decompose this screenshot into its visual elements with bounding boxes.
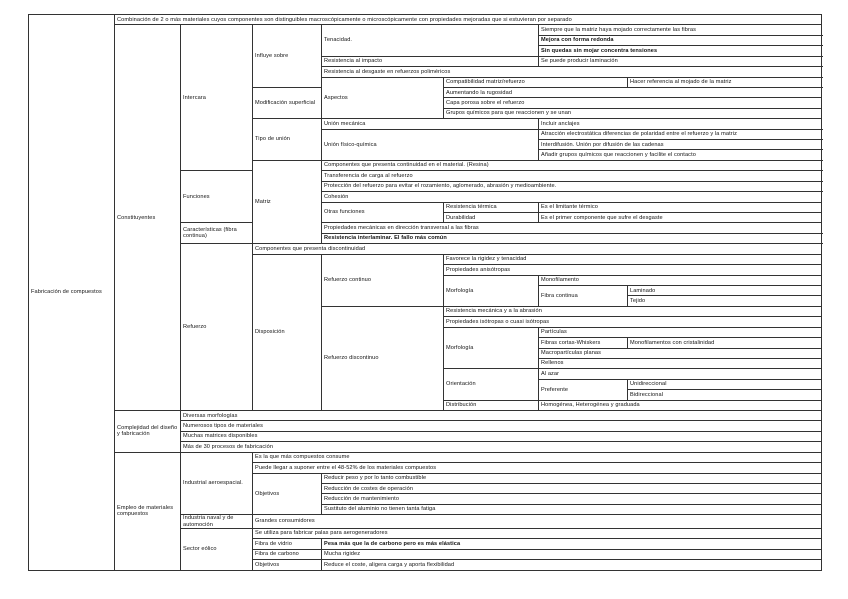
preferente-item: Bidireccional bbox=[628, 390, 822, 400]
tenacidad-item: Mejora con forma redonda bbox=[539, 35, 822, 45]
eolico-intro: Se utiliza para fabricar palas para aerogeneradores bbox=[253, 528, 822, 538]
aeroespacial-item: Es la que más compuestos consume bbox=[253, 452, 822, 462]
objetivos-label: Objetivos bbox=[253, 473, 322, 515]
resistencia-impacto-value: Se puede producir laminación bbox=[539, 56, 822, 66]
fibra-continua-label: Fibra continua bbox=[539, 285, 628, 306]
particulas: Partículas bbox=[539, 327, 822, 337]
intercara-label: Intercara bbox=[181, 25, 253, 171]
tipo-union-label: Tipo de unión bbox=[253, 119, 322, 161]
funcion-item: Transferencia de carga al refuerzo bbox=[322, 171, 822, 181]
otras-funciones-name: Resistencia térmica bbox=[444, 202, 539, 212]
union-fq-item: Interdifusión. Unión por difusión de las cadenas bbox=[539, 140, 822, 150]
whiskers-label: Fibras cortas-Whiskers bbox=[539, 338, 628, 348]
complejidad-label: Complejidad del diseño y fabricación bbox=[115, 411, 181, 453]
modificacion-item: Aumentando la rugosidad bbox=[444, 87, 822, 97]
otras-funciones-name: Durabilidad bbox=[444, 213, 539, 223]
union-fq-item: Atracción electrostática diferencias de polaridad entre el refuerzo y la matriz bbox=[539, 129, 822, 139]
eolico-row-name: Fibra de carbono bbox=[253, 549, 322, 559]
definition: Combinación de 2 o más materiales cuyos componentes son distinguibles macroscópicamente o microscópicamente con propiedades mejoradas que si estuvieran por separado bbox=[115, 15, 822, 25]
otras-funciones-label: Otras funciones bbox=[322, 202, 444, 223]
refuerzo-label: Refuerzo bbox=[181, 244, 253, 411]
tenacidad-item: Siempre que la matriz haya mojado correctamente las fibras bbox=[539, 25, 822, 35]
empleo-label: Empleo de materiales compuestos bbox=[115, 452, 181, 570]
aspectos-label: Aspectos bbox=[322, 77, 444, 119]
morfologia-continuo-label: Morfología bbox=[444, 275, 539, 306]
objetivo-item: Reducción de mantenimiento bbox=[322, 494, 822, 504]
naval-value: Grandes consumidores bbox=[253, 515, 822, 529]
aeroespacial-label: Industrial aeroespacial. bbox=[181, 452, 253, 515]
compatibilidad-label: Compatibilidad matriz/refuerzo bbox=[444, 77, 628, 87]
union-mecanica-value: Incluir anclajes bbox=[539, 119, 822, 129]
preferente-label: Preferente bbox=[539, 379, 628, 400]
modificacion-item: Capa porosa sobre el refuerzo bbox=[444, 98, 822, 108]
objetivo-item: Reducción de costes de operación bbox=[322, 483, 822, 493]
complejidad-item: Más de 30 procesos de fabricación bbox=[181, 442, 822, 452]
funciones-label: Funciones bbox=[181, 171, 253, 223]
fibra-continua-item: Laminado bbox=[628, 285, 822, 295]
matriz-componentes: Componentes que presenta continuidad en el material. (Resina) bbox=[322, 160, 822, 170]
refuerzo-discontinuo-label: Refuerzo discontinuo bbox=[322, 306, 444, 410]
tenacidad-item: Sin quedas sin mojar concentra tensiones bbox=[539, 46, 822, 56]
caracteristicas-label: Características (fibra continua) bbox=[181, 223, 253, 244]
objetivo-item: Reducir peso y por lo tanto combustible bbox=[322, 473, 822, 483]
matriz-label: Matriz bbox=[253, 160, 322, 243]
continuo-item: Propiedades anisótropas bbox=[444, 265, 822, 275]
distribucion-label: Distribución bbox=[444, 400, 539, 410]
funcion-item: Cohesión bbox=[322, 192, 822, 202]
whiskers-value: Monofilamentos con cristalinidad bbox=[628, 338, 822, 348]
complejidad-item: Muchas matrices disponibles bbox=[181, 431, 822, 441]
orientacion-label: Orientación bbox=[444, 369, 539, 400]
continuo-item: Favorece la rigidez y tenacidad bbox=[444, 254, 822, 264]
distribucion-value: Homogénea, Heterogénea y graduada bbox=[539, 400, 822, 410]
discontinuo-item: Resistencia mecánica y a la abrasión bbox=[444, 306, 822, 316]
complejidad-item: Diversas morfologías bbox=[181, 411, 822, 421]
aeroespacial-item: Puede llegar a suponer entre el 48-52% de los materiales compuestos bbox=[253, 463, 822, 473]
tenacidad-label: Tenacidad. bbox=[322, 25, 539, 56]
eolico-label: Sector eólico bbox=[181, 528, 253, 570]
fibra-continua-item: Tejido bbox=[628, 296, 822, 306]
eolico-row-value: Pesa más que la de carbono pero es más elástica bbox=[322, 539, 822, 549]
concept-table bbox=[28, 14, 822, 571]
refuerzo-continuo-label: Refuerzo continuo bbox=[322, 254, 444, 306]
modificacion-item: Grupos químicos para que reaccionen y se unan bbox=[444, 108, 822, 118]
eolico-row-name: Fibra de vidrio bbox=[253, 539, 322, 549]
objetivo-item: Sustituto del aluminio no tienen tanta fatiga bbox=[322, 504, 822, 514]
eolico-row-name: Objetivos bbox=[253, 560, 322, 571]
eolico-row-value: Reduce el coste, aligera carga y aporta flexibilidad bbox=[322, 560, 822, 571]
root-cell: Fabricación de compuestos bbox=[29, 15, 115, 571]
refuerzo-componentes: Componentes que presenta discontinuidad bbox=[253, 244, 822, 254]
morfologia-discontinuo-label: Morfología bbox=[444, 327, 539, 369]
caracteristica-item: Propiedades mecánicas en dirección transversal a las fibras bbox=[322, 223, 822, 233]
disposicion-label: Disposición bbox=[253, 254, 322, 410]
monofilamento: Monofilamento bbox=[539, 275, 822, 285]
union-mecanica-label: Unión mecánica bbox=[322, 119, 539, 129]
influye-sobre-label: Influye sobre bbox=[253, 25, 322, 88]
union-fq-item: Añadir grupos químicos que reaccionen y facilite el contacto bbox=[539, 150, 822, 160]
complejidad-item: Numerosos tipos de materiales bbox=[181, 421, 822, 431]
rellenos: Rellenos bbox=[539, 358, 822, 368]
modificacion-label: Modificación superficial bbox=[253, 87, 444, 118]
constituyentes-label: Constituyentes bbox=[115, 25, 181, 411]
caracteristica-item: Resistencia interlaminar. El fallo más común bbox=[322, 233, 822, 243]
union-fisico-quimica-label: Unión físico-química bbox=[322, 129, 539, 160]
eolico-row-value: Mucha rigidez bbox=[322, 549, 822, 559]
compatibilidad-value: Hacer referencia al mojado de la matriz bbox=[628, 77, 822, 87]
resistencia-desgaste: Resistencia al desgaste en refuerzos poliméricos bbox=[322, 67, 822, 77]
resistencia-impacto-label: Resistencia al impacto bbox=[322, 56, 539, 66]
otras-funciones-value: Es el primer componente que sufre el desgaste bbox=[539, 213, 822, 223]
preferente-item: Unidireccional bbox=[628, 379, 822, 389]
discontinuo-item: Propiedades isótropas o cuasi isótropas bbox=[444, 317, 822, 327]
macroparticulas: Macropartículas planas bbox=[539, 348, 822, 358]
funcion-item: Protección del refuerzo para evitar el rozamiento, aglomerado, abrasión y medioambiente. bbox=[322, 181, 822, 191]
otras-funciones-value: Es el limitante térmico bbox=[539, 202, 822, 212]
naval-label: Industria naval y de automoción bbox=[181, 515, 253, 529]
alazar: Al azar bbox=[539, 369, 822, 379]
